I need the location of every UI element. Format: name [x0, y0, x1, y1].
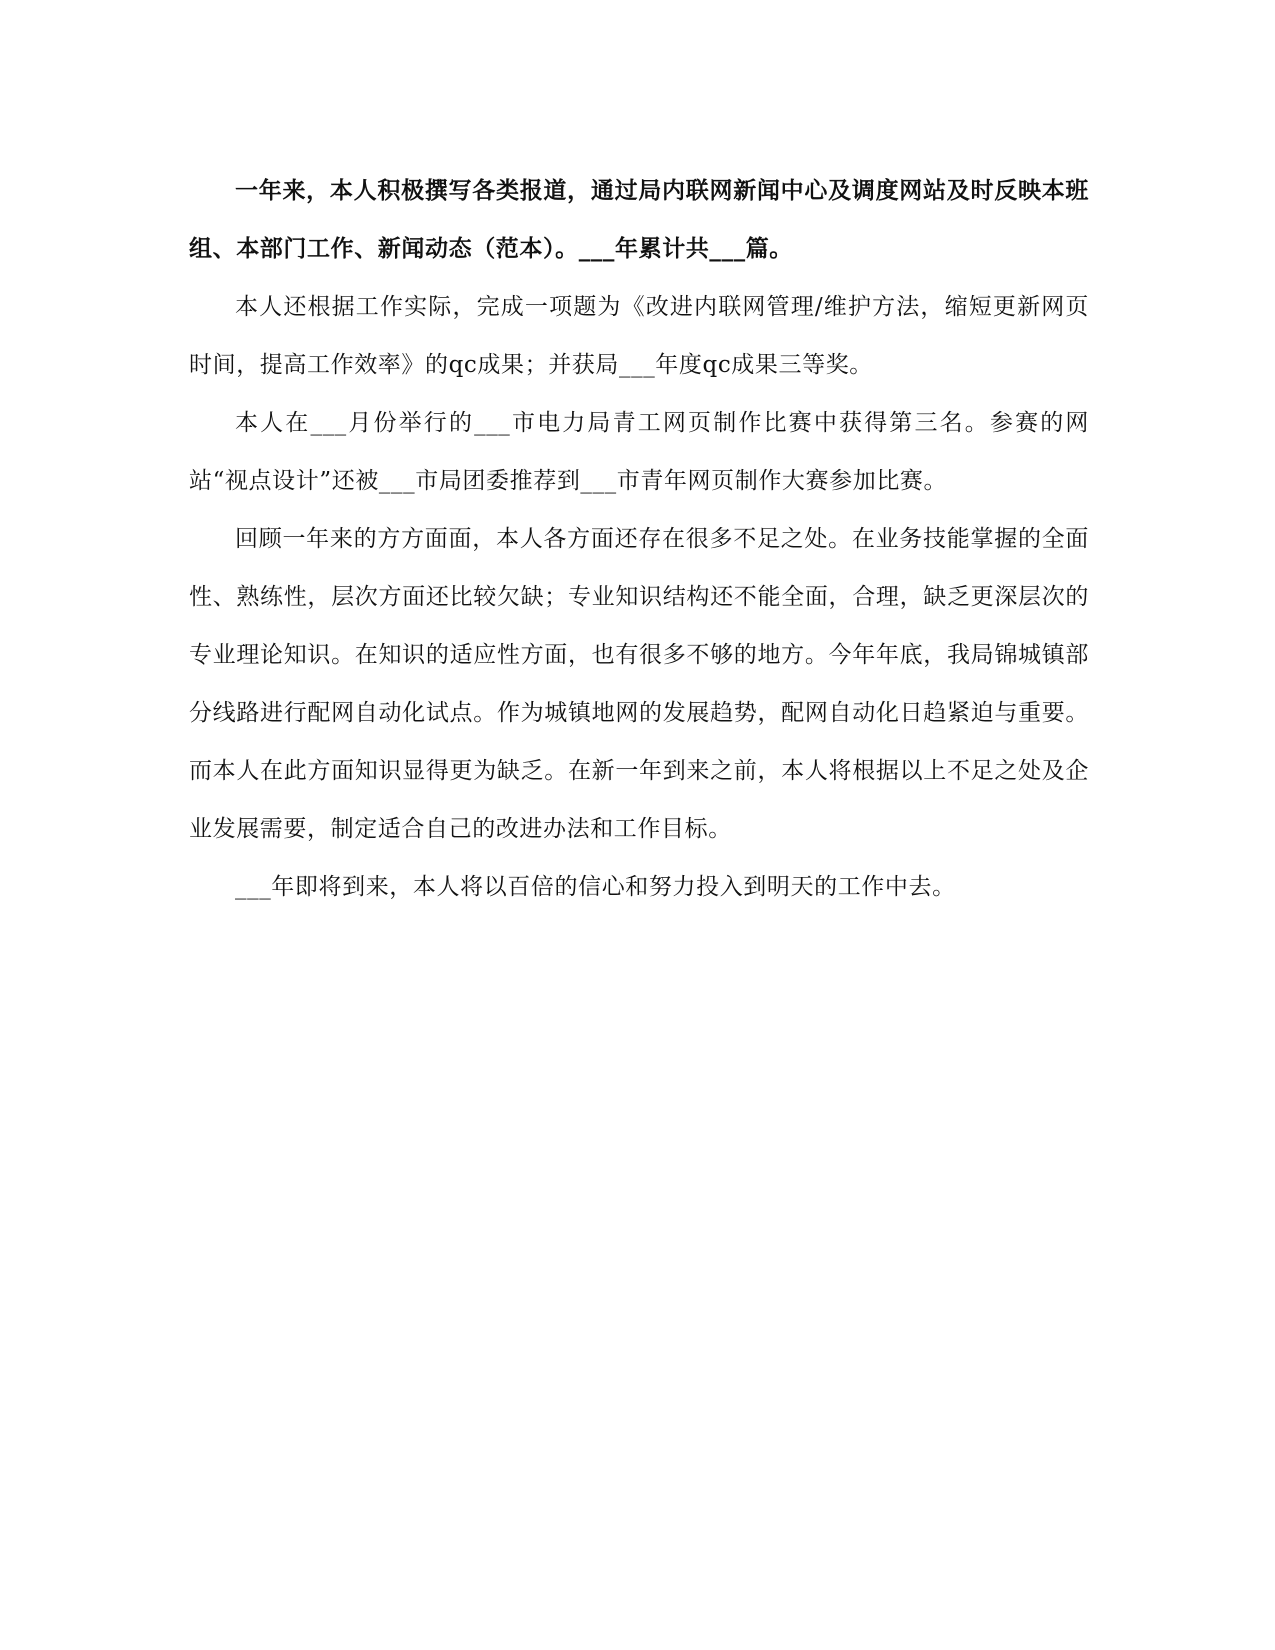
- paragraph-qc-achievement: 本人还根据工作实际，完成一项题为《改进内联网管理/维护方法，缩短更新网页时间，提高工作效率》的qc成果；并获局___年度qc成果三等奖。: [189, 294, 1089, 378]
- document-body: [189, 162, 1089, 916]
- paragraph-shortcomings: 回顾一年来的方方面面，本人各方面还存在很多不足之处。在业务技能掌握的全面性、熟练性，层次方面还比较欠缺；专业知识结构还不能全面，合理，缺乏更深层次的专业理论知识。在知识的适应性方面，也有很多不够的地方。今年年底，我局锦城镇部分线路进行配网自动化试点。作为城镇地网的发展趋势，配网自动化日趋紧迫与重要。而本人在此方面知识显得更为缺乏。在新一年到来之前，本人将根据以上不足之处及企业发展需要，制定适合自己的改进办法和工作目标。: [189, 526, 1089, 842]
- paragraph-news-reports: 一年来，本人积极撰写各类报道，通过局内联网新闻中心及调度网站及时反映本班组、本部门工作、新闻动态（范本）。___年累计共___篇。: [189, 177, 1089, 262]
- paragraph-outlook: ___年即将到来，本人将以百倍的信心和努力投入到明天的工作中去。: [235, 874, 956, 900]
- paragraph-web-competition: 本人在___月份举行的___市电力局青工网页制作比赛中获得第三名。参赛的网站“视点设计”还被___市局团委推荐到___市青年网页制作大赛参加比赛。: [189, 410, 1089, 494]
